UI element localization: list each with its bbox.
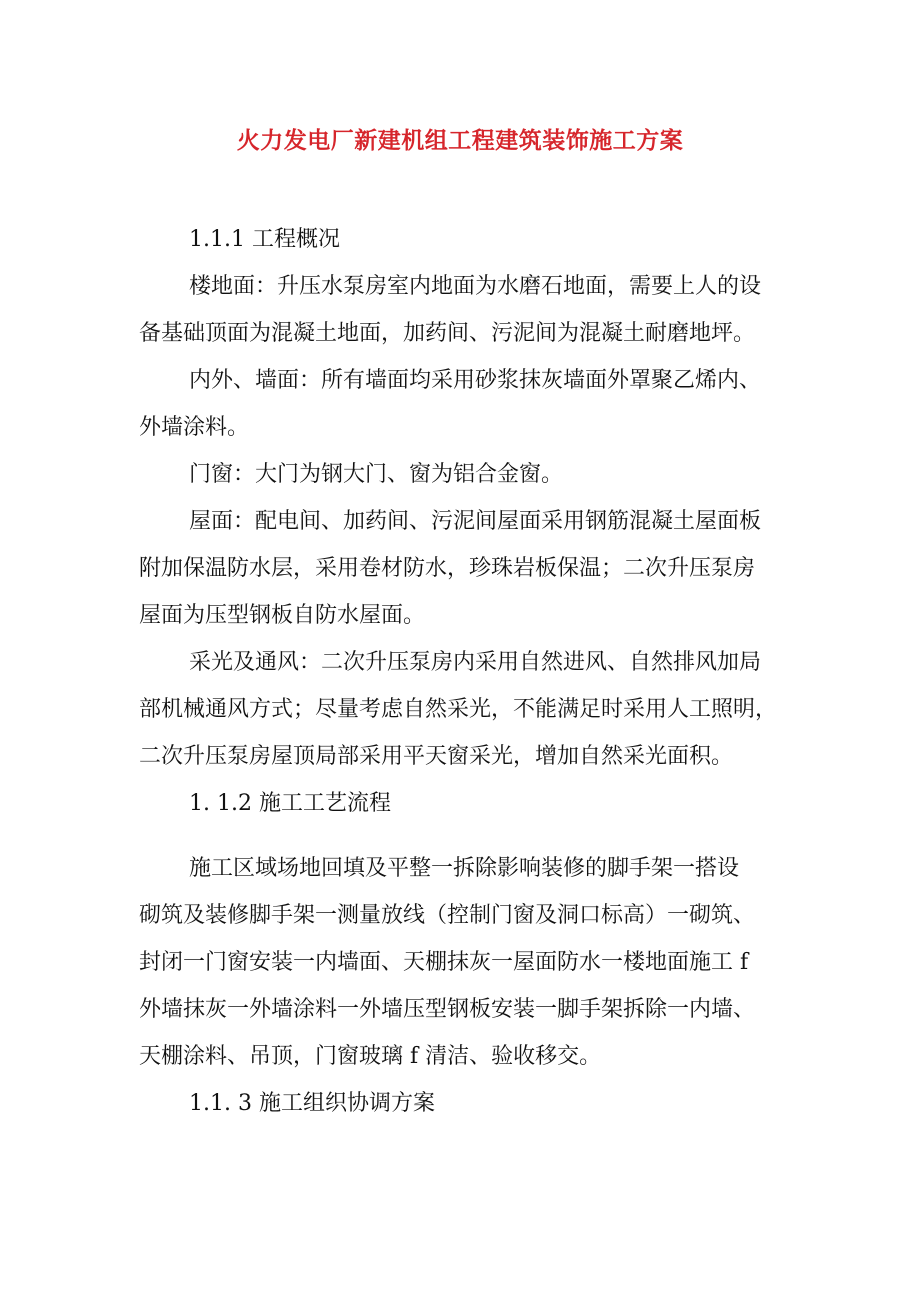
paragraph-walls <box>139 357 801 451</box>
paragraph-line: 砌筑及装修脚手架一测量放线（控制门窗及洞口标高）一砌筑、 <box>139 903 756 928</box>
paragraph-line: 门窗：大门为钢大门、窗为铝合金窗。 <box>189 462 564 487</box>
paragraph-floor <box>139 263 801 357</box>
section-heading-process: 1. 1.2 施工工艺流程 <box>189 791 391 816</box>
paragraph-line: 外墙抹灰一外墙涂料一外墙压型钢板安装一脚手架拆除一内墙、 <box>139 997 756 1022</box>
section-gap <box>139 827 801 845</box>
document-body <box>139 216 801 1127</box>
paragraph-doors-windows <box>139 451 801 498</box>
paragraph-line: 施工区域场地回填及平整一拆除影响装修的脚手架一搭设 <box>189 856 740 881</box>
section-heading-coordination: 1.1. 3 施工组织协调方案 <box>189 1091 435 1116</box>
paragraph-line: 封闭一门窗安装一内墙面、天棚抹灰一屋面防水一楼地面施工 f <box>139 950 749 975</box>
section-heading-overview: 1.1.1 工程概况 <box>189 227 340 252</box>
paragraph-line: 楼地面：升压水泵房室内地面为水磨石地面，需要上人的设 <box>189 274 762 299</box>
paragraph-line: 屋面为压型钢板自防水屋面。 <box>139 603 426 628</box>
paragraph-line: 外墙涂料。 <box>139 415 250 440</box>
paragraph-process-flow <box>139 845 801 1080</box>
paragraph-line: 部机械通风方式；尽量考虑自然采光，不能满足时采用人工照明， <box>139 697 778 722</box>
paragraph-line: 天棚涂料、吊顶，门窗玻璃 f 清洁、验收移交。 <box>139 1044 602 1069</box>
paragraph-line: 附加保温防水层，采用卷材防水，珍珠岩板保温；二次升压泵房 <box>139 556 756 581</box>
paragraph-line: 备基础顶面为混凝土地面，加药间、污泥间为混凝土耐磨地坪。 <box>139 321 756 346</box>
paragraph-line: 二次升压泵房屋顶局部采用平天窗采光，增加自然采光面积。 <box>139 744 734 769</box>
paragraph-line: 屋面：配电间、加药间、污泥间屋面采用钢筋混凝土屋面板 <box>189 509 762 534</box>
document-title: 火力发电厂新建机组工程建筑装饰施工方案 <box>236 127 684 154</box>
paragraph-roof <box>139 498 801 639</box>
paragraph-lighting-ventilation <box>139 639 801 780</box>
paragraph-line: 内外、墙面：所有墙面均采用砂浆抹灰墙面外罩聚乙烯内、 <box>189 368 762 393</box>
paragraph-line: 采光及通风：二次升压泵房内采用自然进风、自然排风加局 <box>189 650 762 675</box>
